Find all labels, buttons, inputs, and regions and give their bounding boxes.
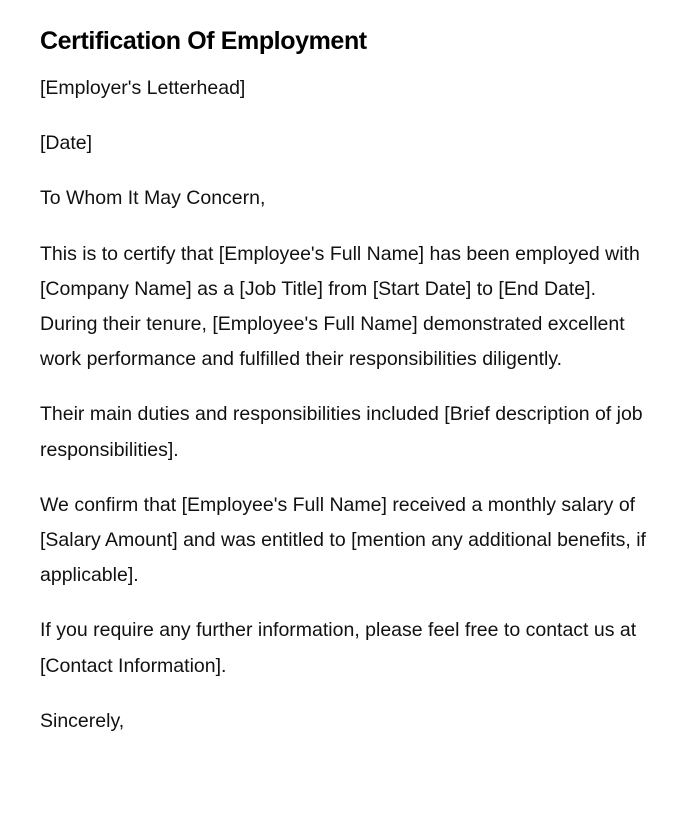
closing: Sincerely, [40, 709, 125, 732]
document-title: Certification Of Employment [40, 27, 367, 55]
document [40, 24, 650, 759]
employment-statement: This is to certify that [Employee's Full Name] has been employed with [Company Name] as a [Job Title] from [Start Date] to [End Date]. During their tenure, [Employee's Full Name] demonstrated excellent work performance and fulfilled their responsibilities diligently. [40, 242, 640, 371]
salary-paragraph: We confirm that [Employee's Full Name] received a monthly salary of [Salary Amount] and was entitled to [mention any additional benefits, if applicable]. [40, 493, 646, 587]
letterhead-placeholder: [Employer's Letterhead] [40, 77, 246, 99]
duties-paragraph: Their main duties and responsibilities included [Brief description of job responsibilities]. [40, 403, 643, 461]
salutation: To Whom It May Concern, [40, 187, 266, 210]
date-placeholder: [Date] [40, 132, 93, 155]
contact-paragraph: If you require any further information, please feel free to contact us at [Contact Information]. [40, 619, 637, 677]
